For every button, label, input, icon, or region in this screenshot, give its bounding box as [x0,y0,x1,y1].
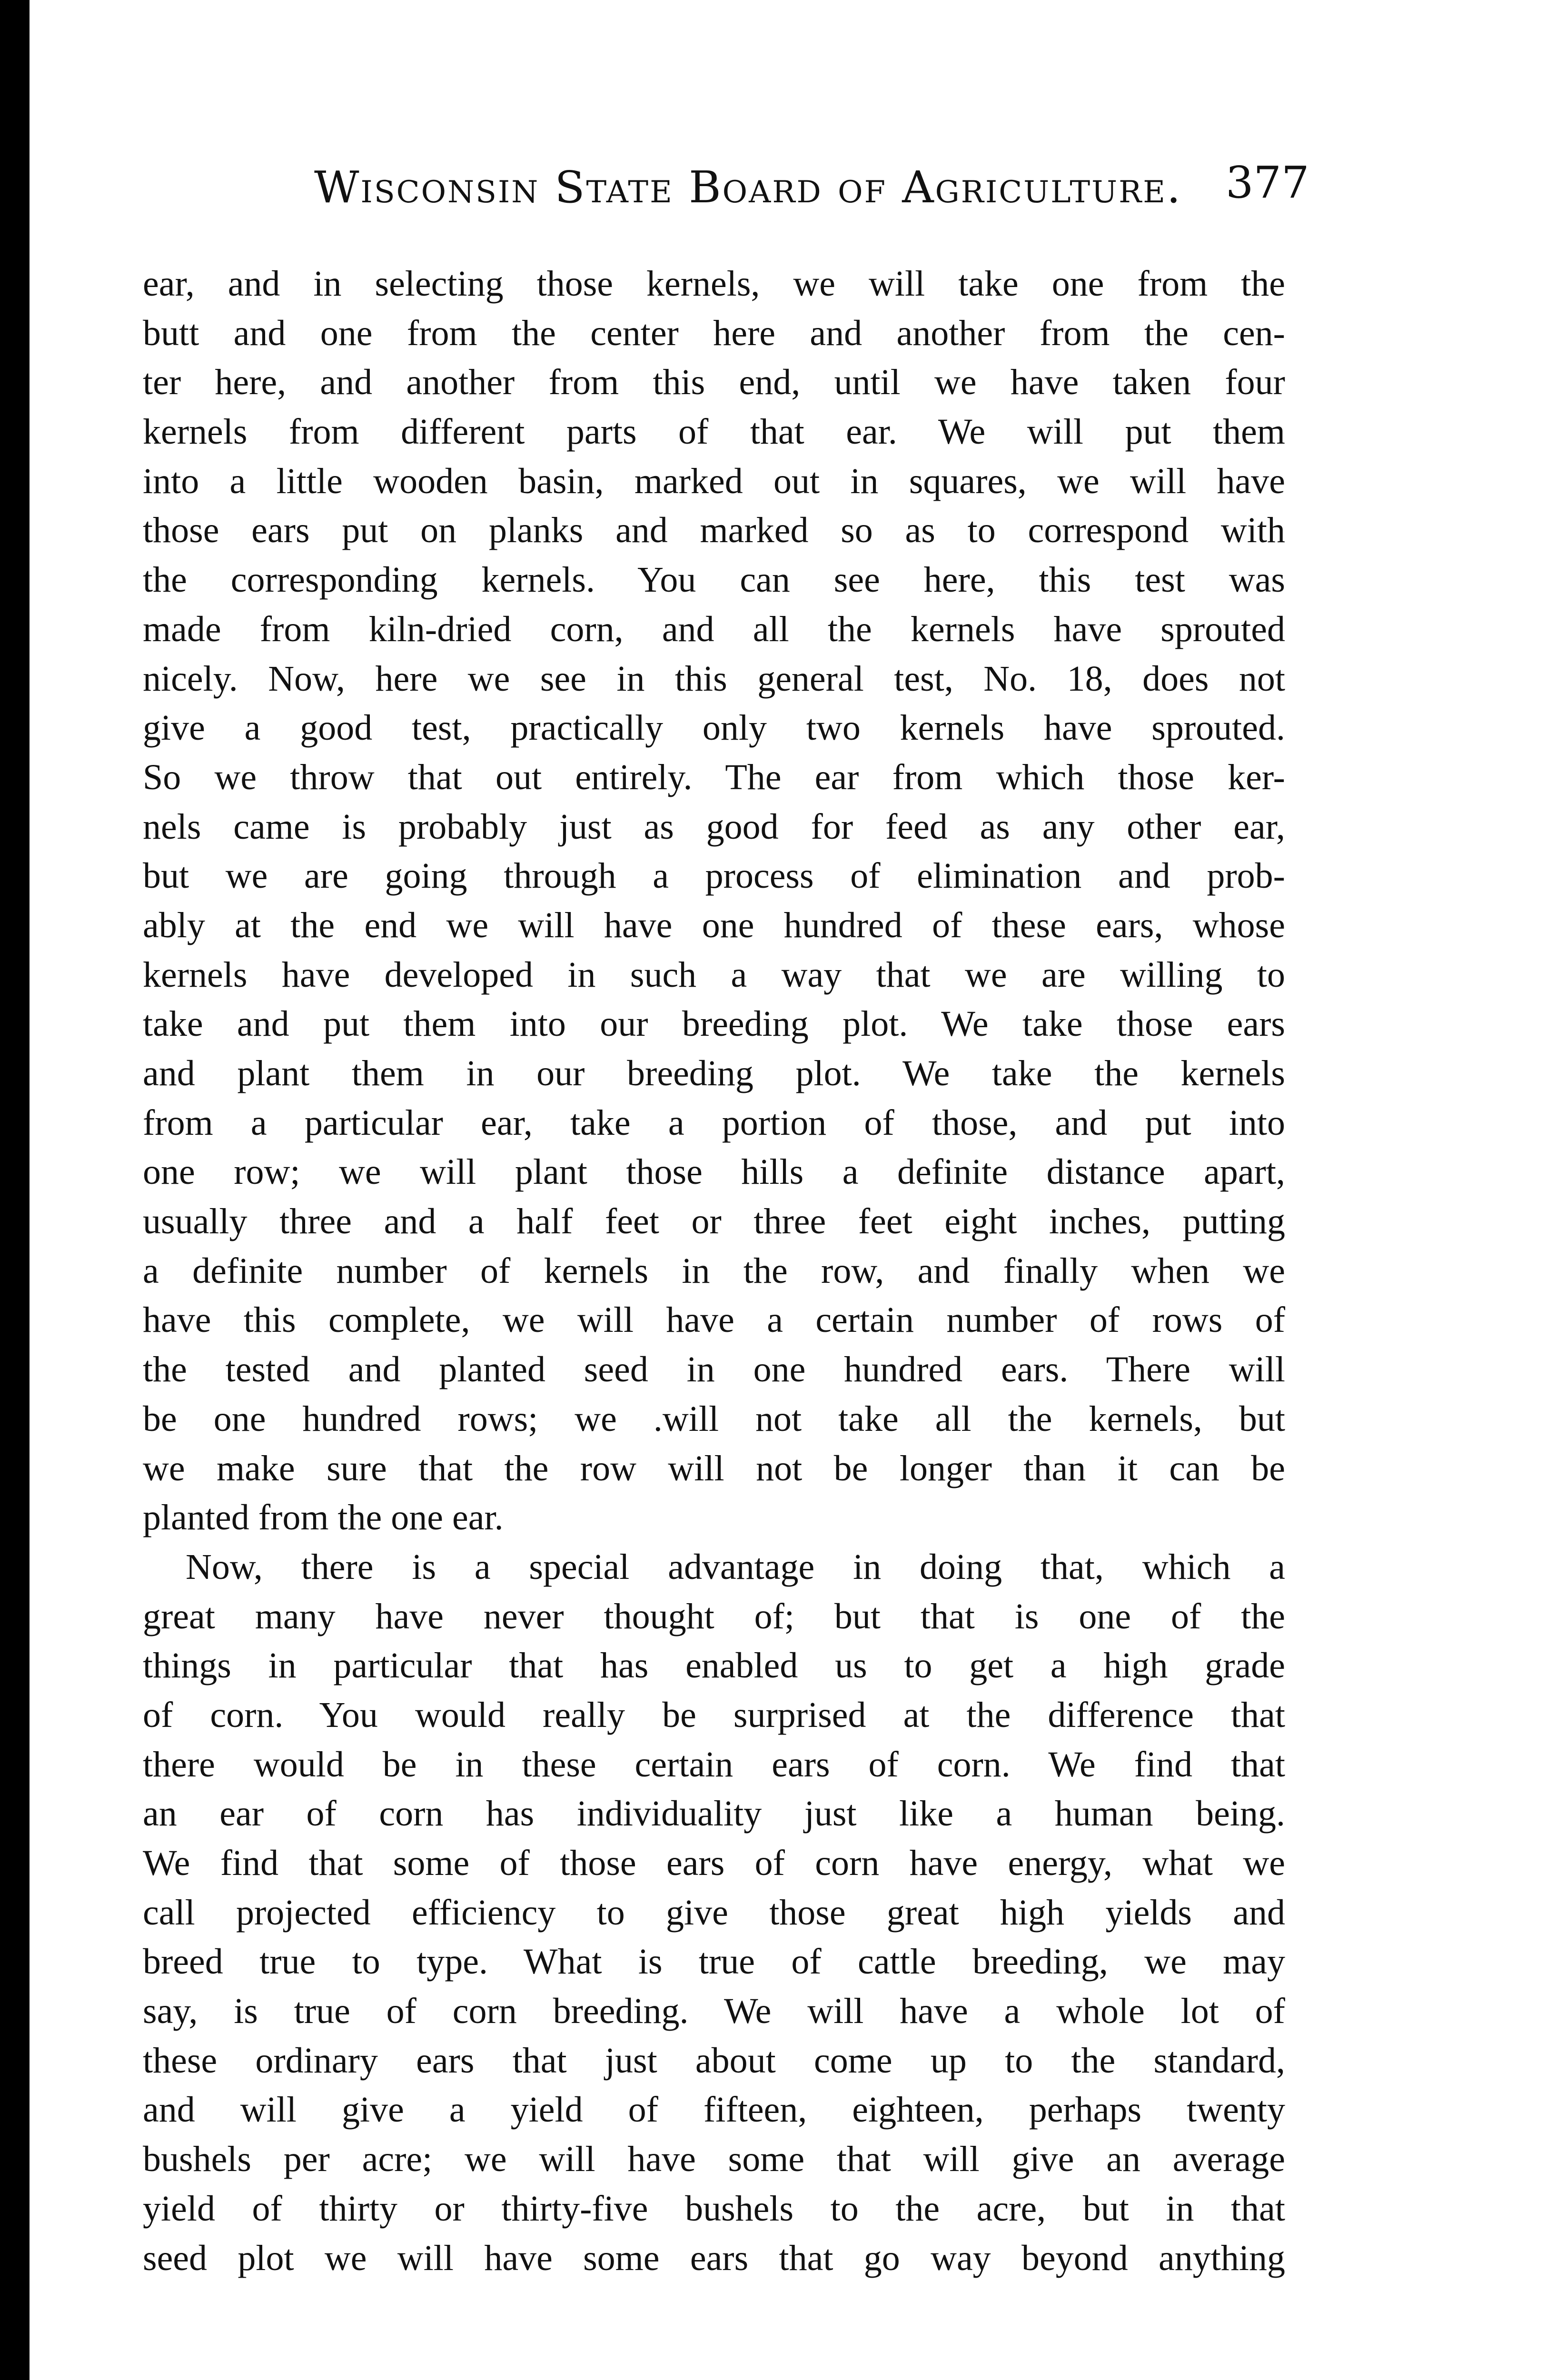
running-title: Wisconsin State Board of Agriculture. [314,162,1182,213]
text-line: seed plot we will have some ears that go way beyond anything [143,2238,1285,2278]
text-line: ably at the end we will have one hundred of these ears, whose [143,905,1285,945]
text-line: ear, and in selecting those kernels, we will take one from the [143,264,1285,304]
text-line: usually three and a half feet or three feet eight inches, putting [143,1201,1285,1242]
text-line: take and put them into our breeding plot. We take those ears [143,1004,1285,1044]
page-number: 377 [1226,157,1309,208]
text-line: be one hundred rows; we .will not take all the kernels, but [143,1398,1285,1439]
text-line: an ear of corn has individuality just like a human being. [143,1794,1285,1834]
text-line: We find that some of those ears of corn have energy, what we [143,1843,1285,1883]
text-line: call projected efficiency to give those great high yields and [143,1892,1285,1933]
text-line: have this complete, we will have a certain number of rows of [143,1300,1285,1340]
text-line: one row; we will plant those hills a definite distance apart, [143,1152,1285,1192]
paragraph-first-line: Now, there is a special advantage in doing that, which a [186,1547,1285,1587]
text-line: kernels have developed in such a way that we are willing to [143,954,1285,995]
paragraph-last-line: planted from the one ear. [143,1497,504,1538]
text-line: nels came is probably just as good for feed as any other ear, [143,806,1285,847]
text-line: made from kiln-dried corn, and all the kernels have sprouted [143,609,1285,649]
text-line: butt and one from the center here and another from the cen- [143,313,1285,353]
text-line: great many have never thought of; but that is one of the [143,1596,1285,1636]
text-line: give a good test, practically only two kernels have sprouted. [143,708,1285,748]
body-text [143,259,1285,2283]
text-line: into a little wooden basin, marked out in squares, we will have [143,461,1285,501]
text-line: from a particular ear, take a portion of those, and put into [143,1102,1285,1143]
text-line: and plant them in our breeding plot. We take the kernels [143,1053,1285,1093]
text-line: ter here, and another from this end, until we have taken four [143,362,1285,403]
text-line: a definite number of kernels in the row, and finally when we [143,1250,1285,1291]
text-line: those ears put on planks and marked so as to correspond with [143,510,1285,551]
scan-edge-border [0,0,30,2380]
text-line: these ordinary ears that just about come up to the standard, [143,2040,1285,2081]
text-line: things in particular that has enabled us to get a high grade [143,1646,1285,1686]
text-line: of corn. You would really be surprised at the difference that [143,1695,1285,1735]
text-line: there would be in these certain ears of corn. We find that [143,1744,1285,1785]
text-line: and will give a yield of fifteen, eighteen, perhaps twenty [143,2090,1285,2130]
text-line: So we throw that out entirely. The ear from which those ker- [143,757,1285,797]
text-line: but we are going through a process of elimination and prob- [143,856,1285,896]
text-line: nicely. Now, here we see in this general test, No. 18, does not [143,658,1285,699]
text-line: yield of thirty or thirty-five bushels to the acre, but in that [143,2188,1285,2229]
text-line: kernels from different parts of that ear. We will put them [143,412,1285,452]
text-line: say, is true of corn breeding. We will have a whole lot of [143,1991,1285,2032]
page-header [0,143,1546,219]
text-line: we make sure that the row will not be longer than it can be [143,1448,1285,1488]
text-line: the corresponding kernels. You can see here, this test was [143,560,1285,600]
text-line: the tested and planted seed in one hundred ears. There will [143,1349,1285,1390]
text-line: bushels per acre; we will have some that will give an average [143,2139,1285,2180]
text-line: breed true to type. What is true of cattle breeding, we may [143,1942,1285,1982]
